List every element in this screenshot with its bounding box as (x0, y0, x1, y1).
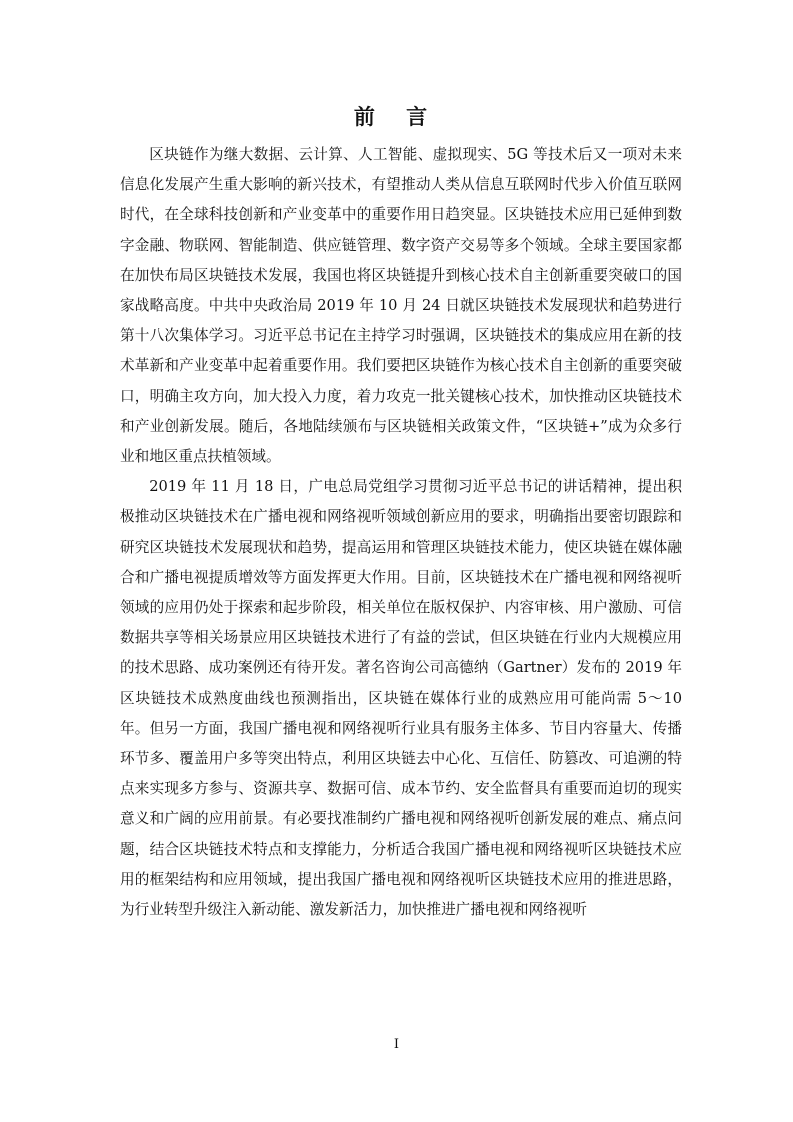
paragraph: 2019 年 11 月 18 日，广电总局党组学习贯彻习近平总书记的讲话精神，提出积极推动区块链技术在广播电视和网络视听领域创新应用的要求，明确指出要密切跟踪和研究区块链技术发展现状和趋势，提高运用和管理区块链技术能力，使区块链在媒体融合和广播电视提质增效等方面发挥更大作用。目前，区块链技术在广播电视和网络视听领域的应用仍处于探索和起步阶段，相关单位在版权保护、内容审核、用户激励、可信数据共享等相关场景应用区块链技术进行了有益的尝试，但区块链在行业内大规模应用的技术思路、成功案例还有待开发。著名咨询公司高德纳（Gartner）发布的 2019 年区块链技术成熟度曲线也预测指出，区块链在媒体行业的成熟应用可能尚需 5～10 年。但另一方面，我国广播电视和网络视听行业具有服务主体多、节目内容量大、传播环节多、覆盖用户多等突出特点，利用区块链去中心化、互信任、防篡改、可追溯的特点来实现多方参与、资源共享、数据可信、成本节约、安全监督具有重要而迫切的现实意义和广阔的应用前景。有必要找准制约广播电视和网络视听创新发展的难点、痛点问题，结合区块链技术特点和支撑能力，分析适合我国广播电视和网络视听区块链技术应用的框架结构和应用领域，提出我国广播电视和网络视听区块链技术应用的推进思路，为行业转型升级注入新动能、激发新活力，加快推进广播电视和网络视听 (120, 478, 682, 919)
paragraph: 区块链作为继大数据、云计算、人工智能、虚拟现实、5G 等技术后又一项对未来信息化发展产生重大影响的新兴技术，有望推动人类从信息互联网时代步入价值互联网时代，在全球科技创新和产业变革中的重要作用日趋突显。区块链技术应用已延伸到数字金融、物联网、智能制造、供应链管理、数字资产交易等多个领域。全球主要国家都在加快布局区块链技术发展，我国也将区块链提升到核心技术自主创新重要突破口的国家战略高度。中共中央政治局 2019 年 10 月 24 日就区块链技术发展现状和趋势进行第十八次集体学习。习近平总书记在主持学习时强调，区块链技术的集成应用在新的技术革新和产业变革中起着重要作用。我们要把区块链作为核心技术自主创新的重要突破口，明确主攻方向，加大投入力度，着力攻克一批关键核心技术，加快推动区块链技术和产业创新发展。随后，各地陆续颁布与区块链相关政策文件，“区块链+”成为众多行业和地区重点扶植领域。 (120, 146, 682, 466)
page-title: 前 言 (353, 104, 440, 129)
page-number: I (393, 1037, 400, 1052)
body-text (120, 140, 682, 925)
